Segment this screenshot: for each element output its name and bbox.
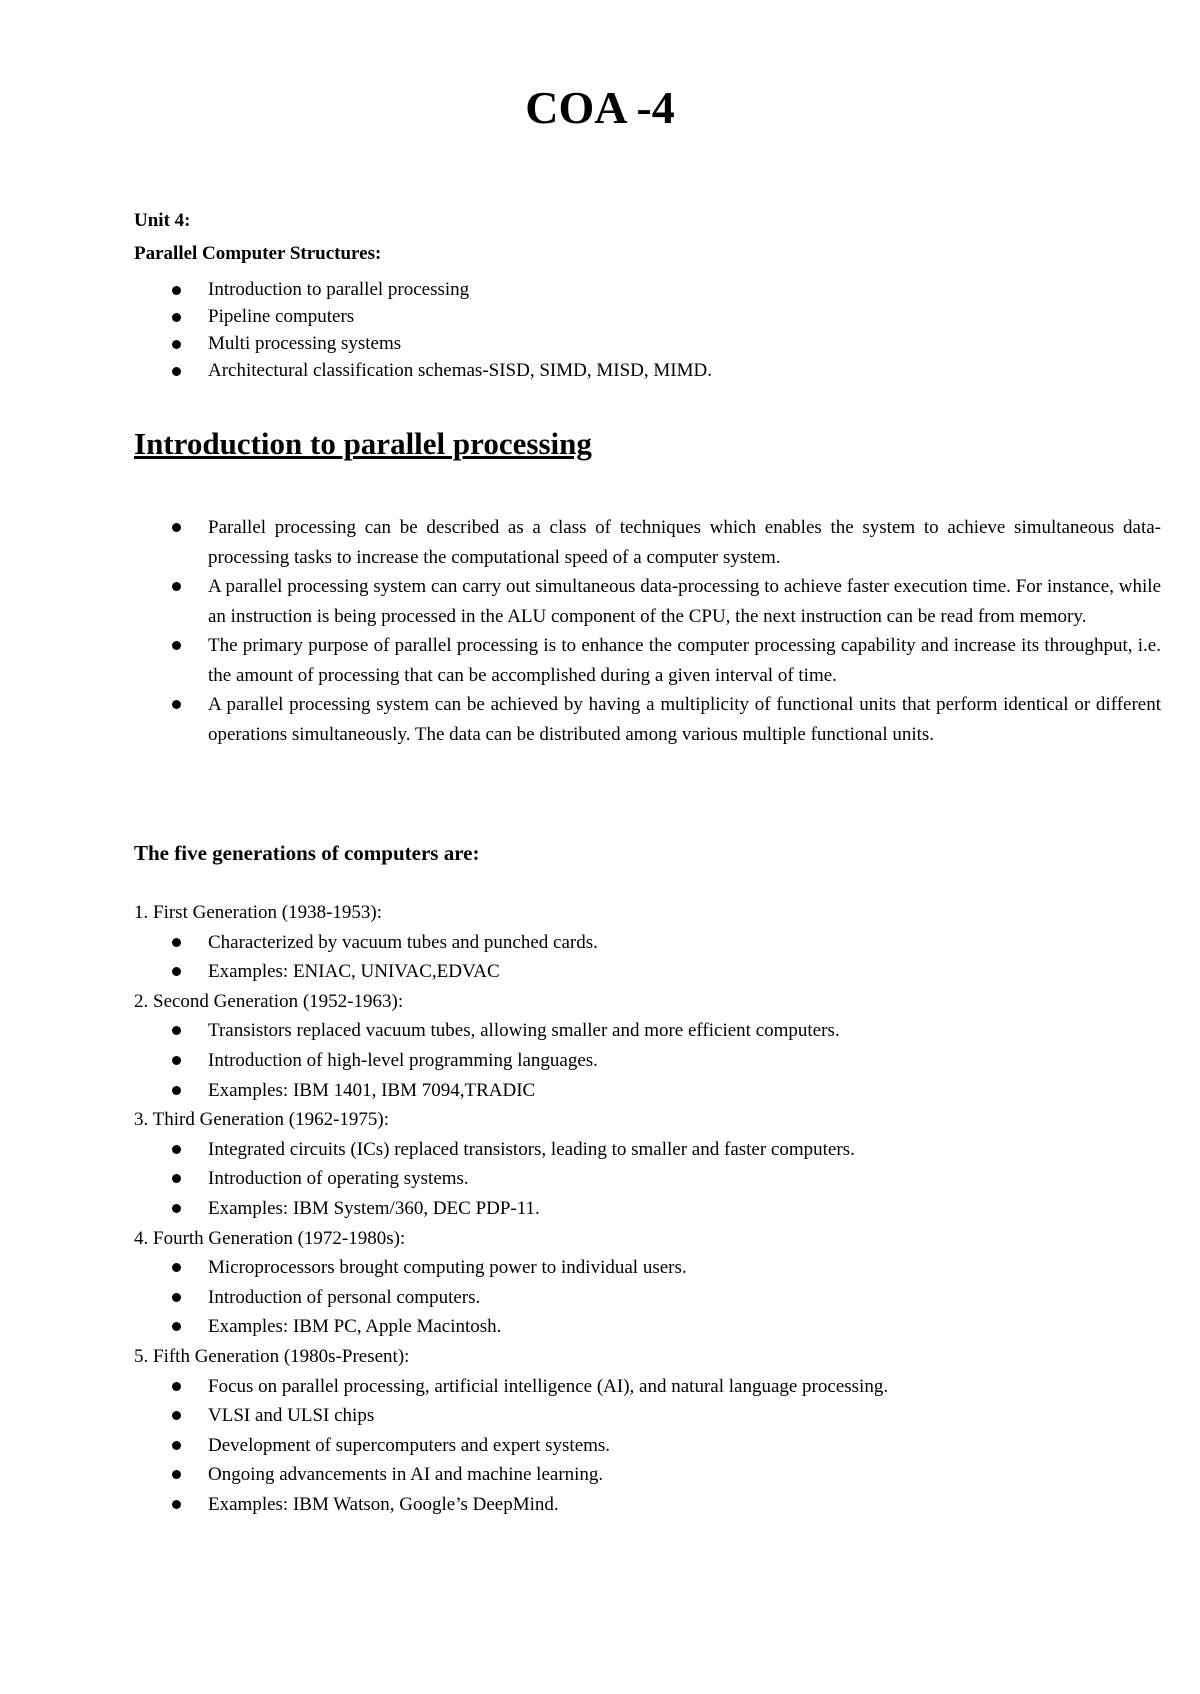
generation-points	[134, 1253, 1161, 1342]
generation-points	[134, 1135, 1161, 1224]
intro-point: Parallel processing can be described as a class of techniques which enables the system to achieve simultaneous data-processing tasks to increase the computational speed of a computer system.	[134, 513, 1161, 572]
outline-item: Multi processing systems	[134, 330, 1161, 357]
outline-item: Introduction to parallel processing	[134, 276, 1161, 303]
generation-point: Examples: IBM PC, Apple Macintosh.	[134, 1312, 1161, 1342]
outline-item: Pipeline computers	[134, 303, 1161, 330]
generation-point: Ongoing advancements in AI and machine learning.	[134, 1460, 1161, 1490]
unit-heading: Unit 4:	[134, 210, 191, 231]
unit-outline-list	[134, 276, 1161, 384]
intro-point: The primary purpose of parallel processing is to enhance the computer processing capability and increase its throughput, i.e. the amount of processing that can be accomplished during a given interval of time.	[134, 631, 1161, 690]
intro-points-list	[134, 513, 1161, 749]
generation-label: 2. Second Generation (1952-1963):	[134, 990, 404, 1012]
generations-list	[134, 898, 1161, 1519]
generation-point: Transistors replaced vacuum tubes, allowing smaller and more efficient computers.	[134, 1016, 1161, 1046]
intro-point: A parallel processing system can be achieved by having a multiplicity of functional units that perform identical or different operations simultaneously. The data can be distributed among various multiple functional units.	[134, 690, 1161, 749]
generation-point: Examples: ENIAC, UNIVAC,EDVAC	[134, 957, 1161, 987]
generation-label: 3. Third Generation (1962-1975):	[134, 1109, 390, 1131]
generation-label: 1. First Generation (1938-1953):	[134, 902, 383, 923]
generation-label: 5. Fifth Generation (1980s-Present):	[134, 1345, 410, 1367]
generation-point: Characterized by vacuum tubes and punched cards.	[134, 928, 1161, 958]
generation-point: Examples: IBM 1401, IBM 7094,TRADIC	[134, 1076, 1161, 1106]
intro-heading: Introduction to parallel processing	[134, 426, 592, 461]
generation-point: Focus on parallel processing, artificial intelligence (AI), and natural language processing.	[134, 1372, 1161, 1402]
generation-point: Integrated circuits (ICs) replaced transistors, leading to smaller and faster computers.	[134, 1135, 1161, 1165]
generation-label: 4. Fourth Generation (1972-1980s):	[134, 1227, 406, 1249]
section-subtitle: Parallel Computer Structures:	[134, 243, 382, 264]
outline-item: Architectural classification schemas-SISD, SIMD, MISD, MIMD.	[134, 357, 1161, 384]
generation-point: Examples: IBM System/360, DEC PDP-11.	[134, 1194, 1161, 1224]
generation-point: Introduction of operating systems.	[134, 1164, 1161, 1194]
generation-point: Microprocessors brought computing power to individual users.	[134, 1253, 1161, 1283]
generation-points	[134, 1372, 1161, 1520]
generation-point: Examples: IBM Watson, Google’s DeepMind.	[134, 1490, 1161, 1520]
generation-point: VLSI and ULSI chips	[134, 1401, 1161, 1431]
document-title: COA -4	[525, 82, 675, 133]
generation-points	[134, 928, 1161, 987]
generation-point: Introduction of personal computers.	[134, 1283, 1161, 1313]
generation-point: Introduction of high-level programming languages.	[134, 1046, 1161, 1076]
generations-heading: The five generations of computers are:	[134, 841, 480, 865]
generation-points	[134, 1016, 1161, 1105]
intro-point: A parallel processing system can carry out simultaneous data-processing to achieve faster execution time. For instance, while an instruction is being processed in the ALU component of the CPU, the next instruction can be read from memory.	[134, 572, 1161, 631]
generation-point: Development of supercomputers and expert systems.	[134, 1431, 1161, 1461]
